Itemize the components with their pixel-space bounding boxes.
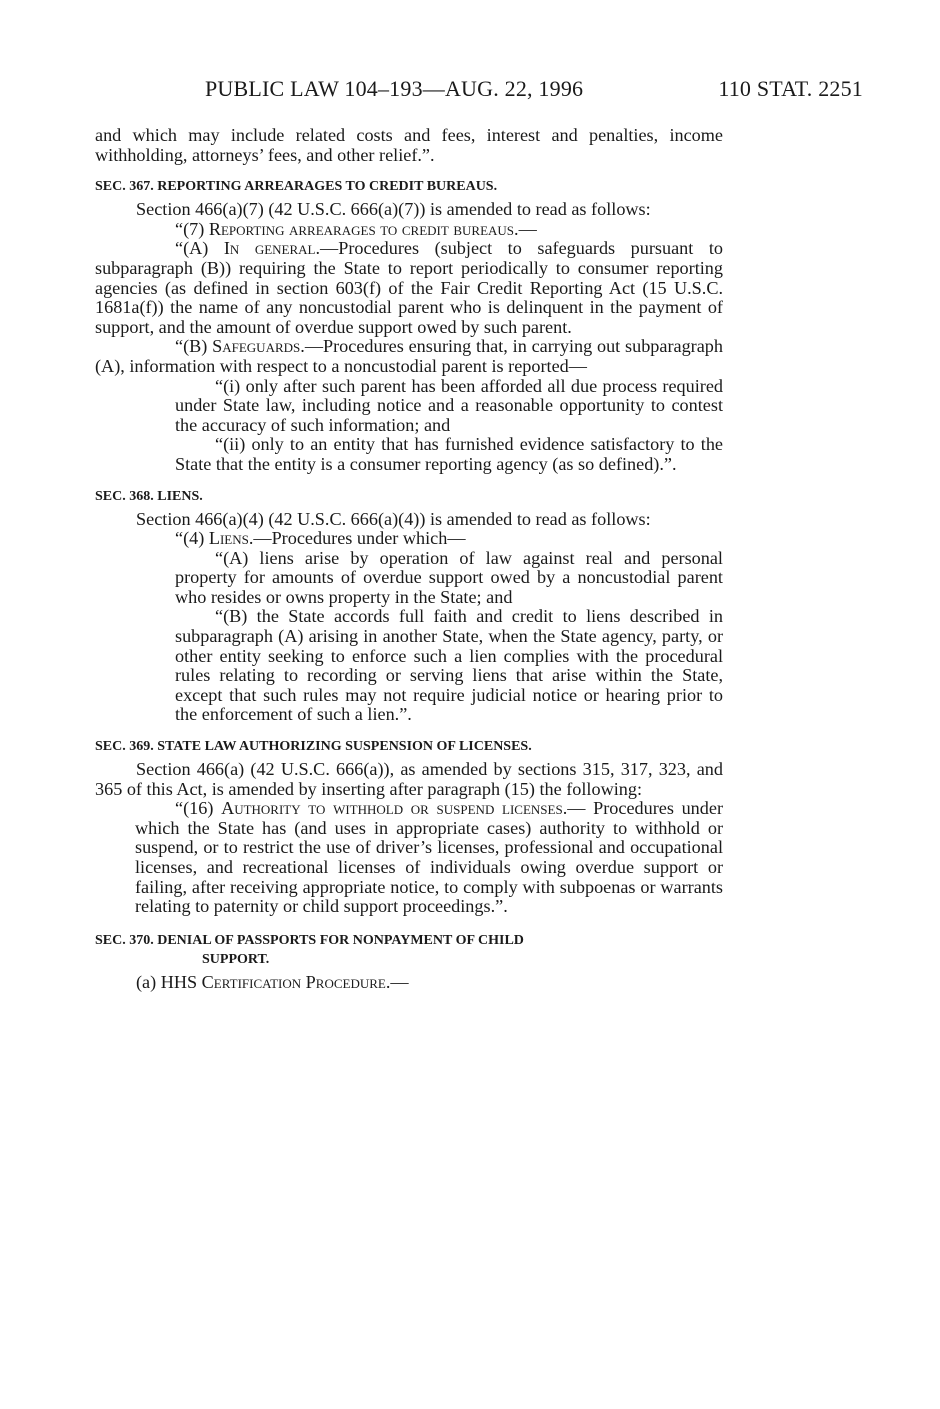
subsection-a-label: (a) <box>136 971 161 992</box>
section-367-paragraph-7 <box>95 220 723 240</box>
section-370-heading-line-1: SEC. 370. DENIAL OF PASSPORTS FOR NONPAYMENT OF CHILD <box>95 932 524 948</box>
section-369-heading: SEC. 369. STATE LAW AUTHORIZING SUSPENSION OF LICENSES. <box>95 739 532 755</box>
subsection-a-title: HHS Certification Procedure <box>160 971 386 992</box>
section-368-subparagraph-a: “(A) liens arise by operation of law against real and personal property for amounts of overdue support owed by a noncustodial parent who resides or owns property in the State; and <box>175 547 723 607</box>
section-367-clause-i: “(i) only after such parent has been afforded all due process required under State law, including notice and a reasonable opportunity to contest the accuracy of such information; and <box>175 375 723 435</box>
paragraph-16-label: “(16) <box>175 798 222 819</box>
section-369-paragraph-16 <box>95 799 723 917</box>
paragraph-7-dash: .— <box>514 218 537 239</box>
section-368-subparagraph-b: “(B) the State accords full faith and credit to liens described in subparagraph (A) arising in another State, when the State agency, party, or other entity seeking to enforce such a lien complies with the procedural rules relating to recording or serving liens that arise within the State, except that such rules may not require judicial notice or hearing prior to the enforcement of such a lien.”. <box>175 606 723 725</box>
subparagraph-b-text: .—Procedures ensuring that, in carrying out subparagraph (A), information with respect to a noncustodial parent is reported— <box>95 336 723 376</box>
section-367-heading: SEC. 367. REPORTING ARREARAGES TO CREDIT BUREAUS. <box>95 179 498 195</box>
section-367-lead: Section 466(a)(7) (42 U.S.C. 666(a)(7)) is amended to read as follows: <box>136 199 651 220</box>
section-370-subsection-a <box>95 973 723 993</box>
paragraph-4-title: Liens <box>208 528 249 549</box>
section-370-heading <box>95 931 723 969</box>
subparagraph-a-label: “(A) <box>175 238 224 259</box>
document-body <box>95 126 723 992</box>
subparagraph-a-text: .—Procedures (subject to safeguards pursuant to subparagraph (B)) requiring the State to report periodically to consumer reporting agencies (as defined in section 603(f) of the Fair Credit Reporting Act (15 U.S.C. 1681a(f)) the name of any noncustodial parent who is delinquent in the payment of support, and the amount of overdue support owed by such parent. <box>95 238 723 337</box>
paragraph-4-label: “(4) <box>175 528 209 549</box>
section-368-lead: Section 466(a)(4) (42 U.S.C. 666(a)(4)) is amended to read as follows: <box>136 508 651 529</box>
public-law-citation: PUBLIC LAW 104–193—AUG. 22, 1996 <box>205 76 584 101</box>
section-367-subparagraph-b <box>95 337 723 376</box>
subparagraph-b-title: Safeguards <box>212 336 301 357</box>
section-368-paragraph-4 <box>95 529 723 549</box>
subsection-a-dash: .— <box>385 971 409 992</box>
paragraph-4-text: .—Procedures under which— <box>248 528 466 549</box>
subparagraph-b-label: “(B) <box>175 336 213 357</box>
statute-page-number: 110 STAT. 2251 <box>718 76 863 101</box>
paragraph-7-label: “(7) <box>175 218 209 239</box>
subparagraph-a-title: In general <box>223 238 316 259</box>
section-367-subparagraph-a <box>95 239 723 337</box>
section-367-clause-ii: “(ii) only to an entity that has furnished evidence satisfactory to the State that the entity is a consumer reporting agency (as so defined).”. <box>175 434 723 474</box>
intro-paragraph: and which may include related costs and fees, interest and penalties, income withholding, attorneys’ fees, and other relief.”. <box>95 125 723 165</box>
section-368-heading: SEC. 368. LIENS. <box>95 488 203 504</box>
paragraph-16-text: .— Procedures under which the State has (and uses in appropriate cases) authority to withhold or suspend, or to restrict the use of driver’s licenses, professional and occupational licenses, and recreational licenses of individuals owing overdue support or failing, after receiving appropriate notice, to comply with subpoenas or warrants relating to paternity or child support proceedings.”. <box>135 798 723 917</box>
section-370-heading-line-2: SUPPORT. <box>202 951 270 967</box>
paragraph-7-title: Reporting arrearages to credit bureaus <box>208 218 515 239</box>
section-369-lead: Section 466(a) (42 U.S.C. 666(a)), as amended by sections 315, 317, 323, and 365 of this Act, is amended by inserting after paragraph (15) the following: <box>95 759 723 799</box>
paragraph-16-title: Authority to withhold or suspend licenses <box>221 798 563 819</box>
